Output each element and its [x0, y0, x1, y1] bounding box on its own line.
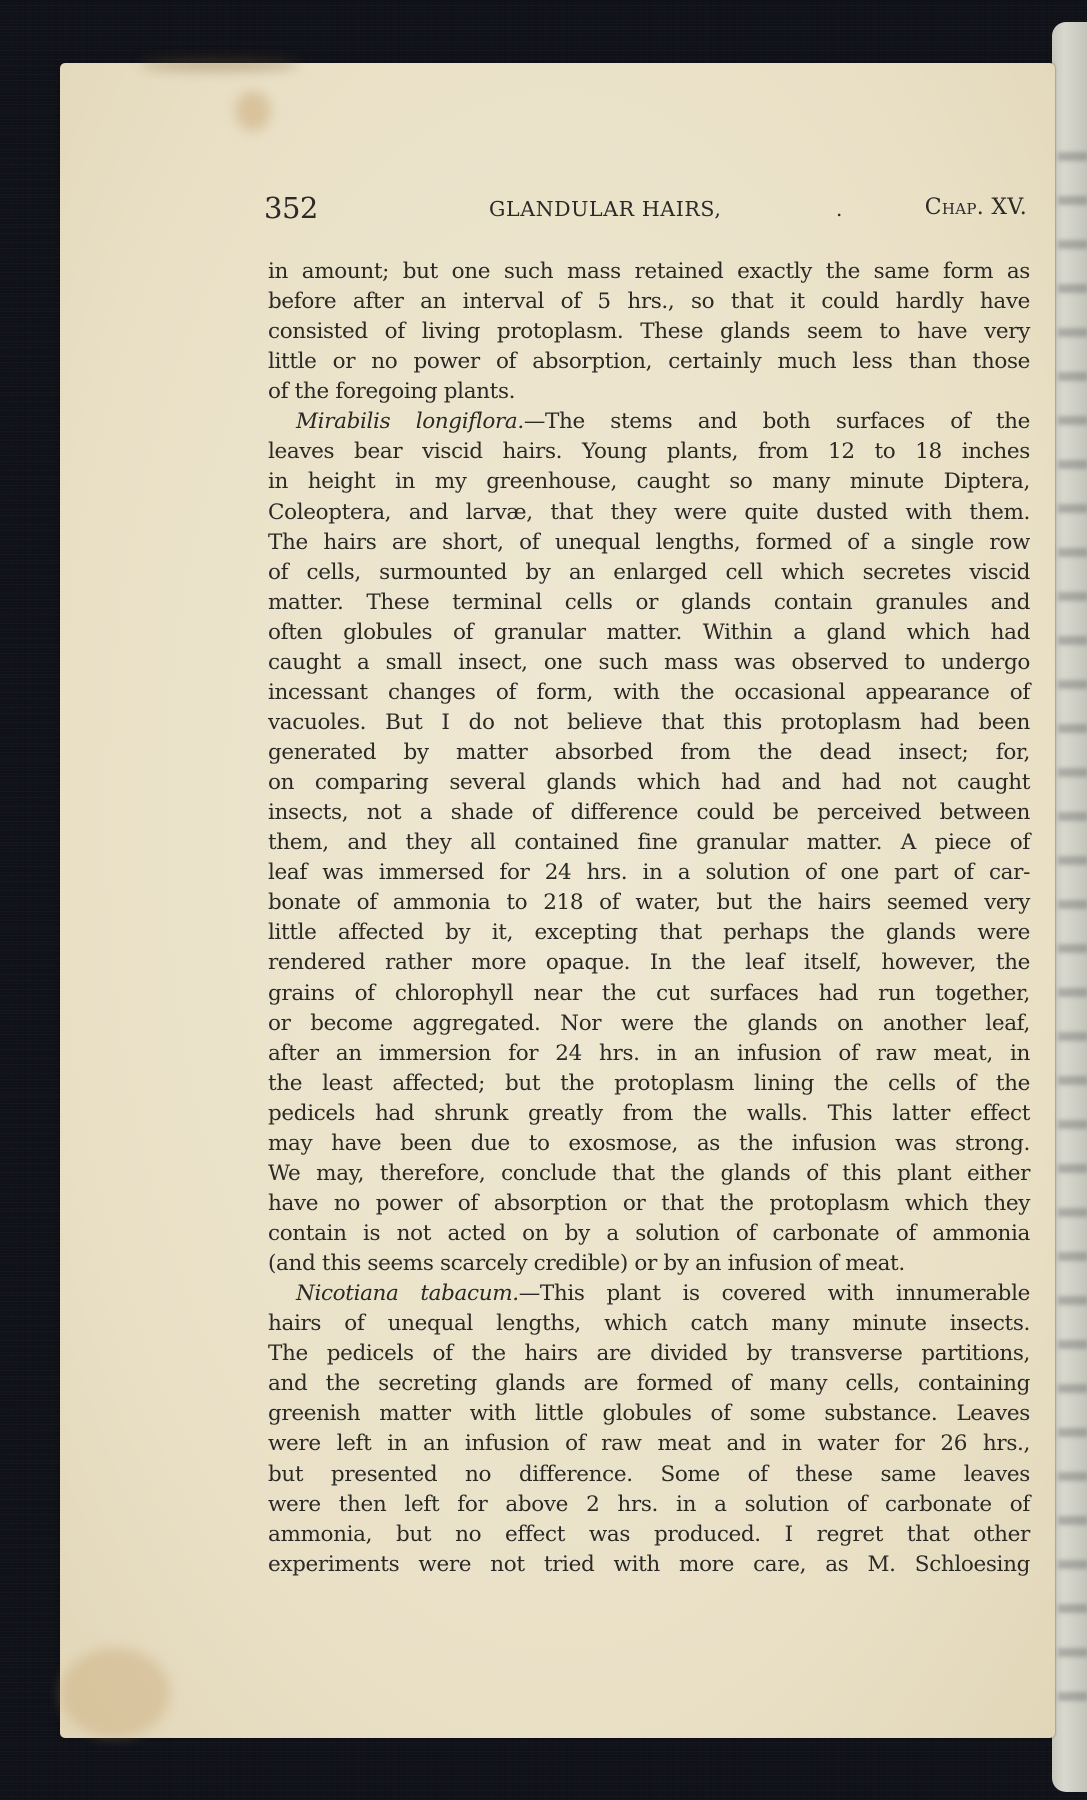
text-line	[268, 1069, 1030, 1099]
text-line	[268, 257, 1030, 287]
adjacent-page-text-blur	[1058, 1560, 1087, 1569]
adjacent-page-text-blur	[1058, 196, 1087, 205]
adjacent-page-text-blur	[1058, 416, 1087, 425]
text-line	[268, 948, 1030, 978]
species-name: Nicotiana tabacum.	[296, 1281, 519, 1307]
adjacent-page-text-blur	[1058, 1384, 1087, 1393]
line-text: in height in my greenhouse, caught so many minute Diptera,	[268, 469, 1030, 495]
text-line	[268, 1339, 1030, 1369]
adjacent-page-text-blur	[1058, 152, 1087, 161]
text-line	[268, 858, 1030, 888]
line-text: were then left for above 2 hrs. in a solution of carbonate of	[268, 1491, 1030, 1517]
line-text: leaf was immersed for 24 hrs. in a solution of one part of car-	[268, 860, 1030, 886]
paragraph-start-line	[268, 1279, 1030, 1309]
line-text: grains of chlorophyll near the cut surfaces had run together,	[268, 980, 1030, 1006]
adjacent-page-text-blur	[1058, 372, 1087, 381]
line-text: incessant changes of form, with the occasional appearance of	[268, 679, 1030, 705]
line-text: or become aggregated. Nor were the glands on another leaf,	[268, 1010, 1030, 1036]
adjacent-page-text-blur	[1058, 768, 1087, 777]
adjacent-page-text-blur	[1058, 1164, 1087, 1173]
line-text: Coleoptera, and larvæ, that they were quite dusted with them.	[268, 499, 1030, 525]
adjacent-page-edges	[1052, 22, 1087, 1792]
text-line	[268, 979, 1030, 1009]
text-line	[268, 528, 1030, 558]
line-text: insects, not a shade of difference could be perceived between	[268, 800, 1030, 826]
species-name: Mirabilis longiflora.	[296, 409, 524, 435]
adjacent-page-text-blur	[1058, 460, 1087, 469]
adjacent-page-text-blur	[1058, 856, 1087, 865]
text-line	[268, 1309, 1030, 1339]
paragraph-start-line	[268, 407, 1030, 437]
text-line	[268, 1399, 1030, 1429]
text-line	[268, 1099, 1030, 1129]
line-text: them, and they all contained fine granular matter. A piece of	[268, 830, 1030, 856]
adjacent-page-text-blur	[1058, 1692, 1087, 1701]
line-text: may have been due to exosmose, as the infusion was strong.	[268, 1130, 1030, 1156]
line-text: the least affected; but the protoplasm lining the cells of the	[268, 1070, 1030, 1096]
text-line	[268, 1550, 1030, 1580]
line-text: matter. These terminal cells or glands contain granules and	[268, 589, 1030, 615]
line-text: (and this seems scarcely credible) or by an infusion of meat.	[268, 1251, 905, 1277]
text-line	[268, 1490, 1030, 1520]
line-text: consisted of living protoplasm. These glands seem to have very	[268, 319, 1030, 345]
line-text: in amount; but one such mass retained exactly the same form as	[268, 259, 1030, 284]
adjacent-page-text-blur	[1058, 1428, 1087, 1437]
adjacent-page-text-blur	[1058, 988, 1087, 997]
text-line	[268, 828, 1030, 858]
adjacent-page-text-blur	[1058, 1208, 1087, 1217]
text-line	[268, 1159, 1030, 1189]
running-head	[264, 190, 1027, 226]
line-text: greenish matter with little globules of some substance. Leaves	[268, 1401, 1030, 1427]
line-text: after an immersion for 24 hrs. in an infusion of raw meat, in	[268, 1040, 1030, 1066]
line-text: leaves bear viscid hairs. Young plants, from 12 to 18 inches	[268, 439, 1030, 465]
adjacent-page-text-blur	[1058, 1472, 1087, 1481]
line-text: The pedicels of the hairs are divided by transverse partitions,	[268, 1341, 1030, 1367]
line-text: on comparing several glands which had and had not caught	[268, 770, 1030, 796]
adjacent-page-text-blur	[1058, 812, 1087, 821]
text-line	[268, 347, 1030, 377]
running-head-dot: .	[836, 197, 843, 221]
foxing-stain	[60, 1648, 170, 1738]
line-text: generated by matter absorbed from the dead insect; for,	[268, 740, 1030, 765]
text-line	[268, 708, 1030, 738]
line-text: contain is not acted on by a solution of carbonate of ammonia	[268, 1221, 1030, 1246]
adjacent-page-text-blur	[1058, 636, 1087, 645]
adjacent-page-text-blur	[1058, 1296, 1087, 1305]
line-text: rendered rather more opaque. In the leaf itself, however, the	[268, 950, 1030, 976]
adjacent-page-text-blur	[1058, 284, 1087, 293]
adjacent-page-text-blur	[1058, 1252, 1087, 1261]
chapter-reference: Chap. XV.	[924, 195, 1027, 220]
text-line	[268, 738, 1030, 768]
line-text: vacuoles. But I do not believe that this protoplasm had been	[268, 709, 1030, 735]
text-line	[268, 798, 1030, 828]
text-line	[268, 377, 1030, 407]
text-line	[268, 1039, 1030, 1069]
line-text: little affected by it, excepting that perhaps the glands were	[268, 920, 1030, 946]
text-line	[268, 1369, 1030, 1399]
adjacent-page-text-blur	[1058, 328, 1087, 337]
line-text: and the secreting glands are formed of many cells, containing	[268, 1371, 1030, 1397]
line-text: often globules of granular matter. Within a gland which had	[268, 619, 1030, 645]
text-line	[268, 918, 1030, 948]
text-line	[268, 467, 1030, 497]
adjacent-page-text-blur	[1058, 592, 1087, 601]
foxing-stain	[140, 59, 300, 71]
line-text: caught a small insect, one such mass was observed to undergo	[268, 649, 1030, 675]
line-text: bonate of ammonia to 218 of water, but the hairs seemed very	[268, 890, 1030, 916]
text-line	[268, 1189, 1030, 1219]
text-line	[268, 1129, 1030, 1159]
line-text: pedicels had shrunk greatly from the walls. This latter effect	[268, 1100, 1030, 1126]
adjacent-page-text-blur	[1058, 1032, 1087, 1041]
text-line	[268, 558, 1030, 588]
adjacent-page-text-blur	[1058, 680, 1087, 689]
text-line	[268, 648, 1030, 678]
adjacent-page-text-blur	[1058, 1340, 1087, 1349]
adjacent-page-text-blur	[1058, 548, 1087, 557]
foxing-stain	[235, 91, 271, 131]
adjacent-page-text-blur	[1058, 240, 1087, 249]
text-line	[268, 1460, 1030, 1490]
line-text: We may, therefore, conclude that the glands of this plant either	[268, 1160, 1030, 1186]
text-line	[268, 498, 1030, 528]
line-text: before after an interval of 5 hrs., so that it could hardly have	[268, 289, 1030, 315]
adjacent-page-text-blur	[1058, 1648, 1087, 1657]
text-line	[268, 1249, 1030, 1279]
adjacent-page-text-blur	[1058, 504, 1087, 513]
text-line	[268, 888, 1030, 918]
text-line	[268, 317, 1030, 347]
line-text: but presented no difference. Some of these same leaves	[268, 1461, 1030, 1487]
line-text: have no power of absorption or that the protoplasm which they	[268, 1190, 1030, 1216]
adjacent-page-text-blur	[1058, 944, 1087, 953]
line-text: experiments were not tried with more care, as M. Schloesing	[268, 1551, 1030, 1577]
adjacent-page-text-blur	[1058, 900, 1087, 909]
line-text: of cells, surmounted by an enlarged cell which secretes viscid	[268, 559, 1030, 585]
adjacent-page-text-blur	[1058, 1604, 1087, 1613]
line-text: little or no power of absorption, certainly much less than those	[268, 349, 1030, 375]
line-text: were left in an infusion of raw meat and in water for 26 hrs.,	[268, 1431, 1030, 1457]
text-line	[268, 437, 1030, 467]
text-line	[268, 1219, 1030, 1249]
line-text: ammonia, but no effect was produced. I regret that other	[268, 1521, 1030, 1547]
text-line	[268, 287, 1030, 317]
text-line	[268, 618, 1030, 648]
text-line	[268, 678, 1030, 708]
line-text: The hairs are short, of unequal lengths, formed of a single row	[268, 529, 1030, 555]
adjacent-page-text-blur	[1058, 1516, 1087, 1525]
text-line	[268, 588, 1030, 618]
text-line	[268, 768, 1030, 798]
text-line	[268, 1009, 1030, 1039]
text-line	[268, 1429, 1030, 1459]
adjacent-page-text-blur	[1058, 1076, 1087, 1085]
line-text: —The stems and both surfaces of the	[523, 409, 1030, 435]
running-title: GLANDULAR HAIRS,	[489, 197, 722, 221]
adjacent-page-text-blur	[1058, 1120, 1087, 1129]
body-text	[268, 257, 1030, 1580]
page-number: 352	[264, 191, 318, 225]
text-line	[268, 1520, 1030, 1550]
line-text: hairs of unequal lengths, which catch many minute insects.	[268, 1311, 1030, 1337]
line-text: —This plant is covered with innumerable	[518, 1281, 1030, 1307]
adjacent-page-text-blur	[1058, 724, 1087, 733]
line-text: of the foregoing plants.	[268, 379, 516, 405]
